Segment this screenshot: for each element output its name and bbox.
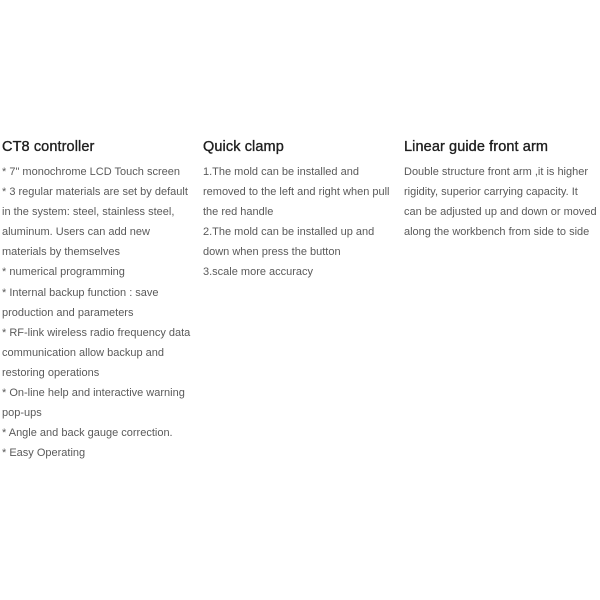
feature-line: rigidity, superior carrying capacity. It xyxy=(404,186,578,199)
feature-line: aluminum. Users can add new xyxy=(2,226,150,239)
feature-linear-guide-front-arm xyxy=(404,138,600,242)
feature-line: along the workbench from side to side xyxy=(404,226,590,239)
feature-ct8-controller xyxy=(2,138,194,463)
feature-line: pop-ups xyxy=(2,407,42,420)
feature-line: * Angle and back gauge correction. xyxy=(2,427,173,440)
feature-title: Linear guide front arm xyxy=(404,139,549,155)
feature-line: * numerical programming xyxy=(2,266,125,279)
feature-line: * 7" monochrome LCD Touch screen xyxy=(2,166,180,178)
feature-line: * On-line help and interactive warning xyxy=(2,387,185,400)
feature-line: * 3 regular materials are set by default xyxy=(2,186,188,199)
feature-line: * RF-link wireless radio frequency data xyxy=(2,326,191,339)
feature-line: production and parameters xyxy=(2,306,134,319)
feature-line: restoring operations xyxy=(2,366,100,379)
feature-columns xyxy=(2,138,600,468)
feature-line: * Internal backup function : save xyxy=(2,286,159,299)
feature-line: communication allow backup and xyxy=(2,346,165,359)
feature-line: in the system: steel, stainless steel, xyxy=(2,206,175,219)
feature-line: * Easy Operating xyxy=(2,447,86,460)
feature-line: 2.The mold can be installed up and xyxy=(203,226,375,239)
feature-line: 1.The mold can be installed and xyxy=(203,166,359,178)
feature-line: the red handle xyxy=(203,206,274,219)
feature-line: materials by themselves xyxy=(2,246,120,259)
feature-line: Double structure front arm ,it is higher xyxy=(404,166,589,178)
feature-line: can be adjusted up and down or moved xyxy=(404,206,597,219)
feature-line: down when press the button xyxy=(203,246,341,259)
feature-line: 3.scale more accuracy xyxy=(203,266,314,279)
feature-line: removed to the left and right when pull xyxy=(203,186,390,199)
feature-quick-clamp xyxy=(203,138,397,283)
feature-title: Quick clamp xyxy=(203,139,284,155)
feature-title: CT8 controller xyxy=(2,139,95,155)
